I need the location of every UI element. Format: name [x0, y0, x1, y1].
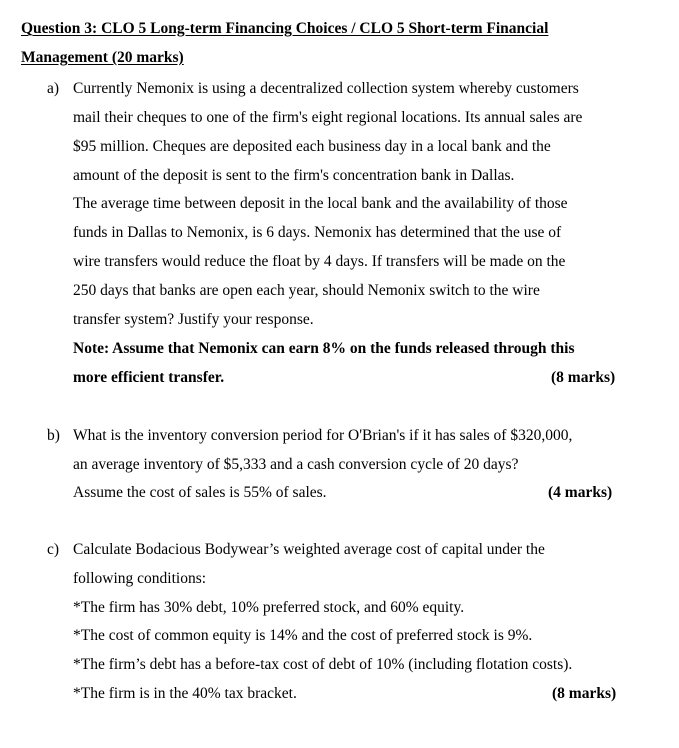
- part-a-line-8: 250 days that banks are open each year, should Nemonix switch to the wire: [73, 282, 540, 299]
- part-c-line-1: Calculate Bodacious Bodywear’s weighted average cost of capital under the: [73, 541, 545, 558]
- part-a-line-6: funds in Dallas to Nemonix, is 6 days. Nemonix has determined that the use of: [73, 224, 562, 241]
- part-a-line-7: wire transfers would reduce the float by 4 days. If transfers will be made on the: [73, 253, 566, 270]
- part-b-line-2: an average inventory of $5,333 and a cash conversion cycle of 20 days?: [73, 456, 519, 473]
- part-a-line-2: mail their cheques to one of the firm's eight regional locations. Its annual sales are: [73, 109, 583, 126]
- part-a-line-5: The average time between deposit in the local bank and the availability of those: [73, 195, 568, 212]
- part-c-line-4: *The cost of common equity is 14% and the cost of preferred stock is 9%.: [73, 627, 533, 644]
- part-a-note-line-1: Note: Assume that Nemonix can earn 8% on the funds released through this: [73, 340, 575, 357]
- part-a-line-9: transfer system? Justify your response.: [73, 311, 314, 328]
- part-a-note-line-2: more efficient transfer.: [73, 369, 225, 386]
- part-a-line-1: Currently Nemonix is using a decentralized collection system whereby customers: [73, 80, 579, 97]
- question-heading-line-2: Management (20 marks): [21, 49, 184, 66]
- part-b-line-3: Assume the cost of sales is 55% of sales.: [73, 484, 327, 501]
- part-a-line-4: amount of the deposit is sent to the firm's concentration bank in Dallas.: [73, 167, 515, 184]
- part-c-line-2: following conditions:: [73, 570, 207, 587]
- part-b-marks: (4 marks): [548, 484, 613, 501]
- part-a-marks: (8 marks): [551, 369, 616, 386]
- part-a-label: a): [47, 80, 60, 97]
- part-c-line-3: *The firm has 30% debt, 10% preferred stock, and 60% equity.: [73, 599, 465, 616]
- part-b-line-1: What is the inventory conversion period for O'Brian's if it has sales of $320,000,: [73, 427, 573, 444]
- question-heading-line-1: Question 3: CLO 5 Long-term Financing Choices / CLO 5 Short-term Financial: [21, 20, 549, 37]
- part-b-label: b): [47, 427, 60, 444]
- part-c-line-6: *The firm is in the 40% tax bracket.: [73, 685, 297, 702]
- part-a-line-3: $95 million. Cheques are deposited each business day in a local bank and the: [73, 138, 551, 155]
- part-c-line-5: *The firm’s debt has a before-tax cost of debt of 10% (including flotation costs).: [73, 656, 573, 673]
- part-c-label: c): [47, 541, 60, 558]
- part-c-marks: (8 marks): [552, 685, 617, 702]
